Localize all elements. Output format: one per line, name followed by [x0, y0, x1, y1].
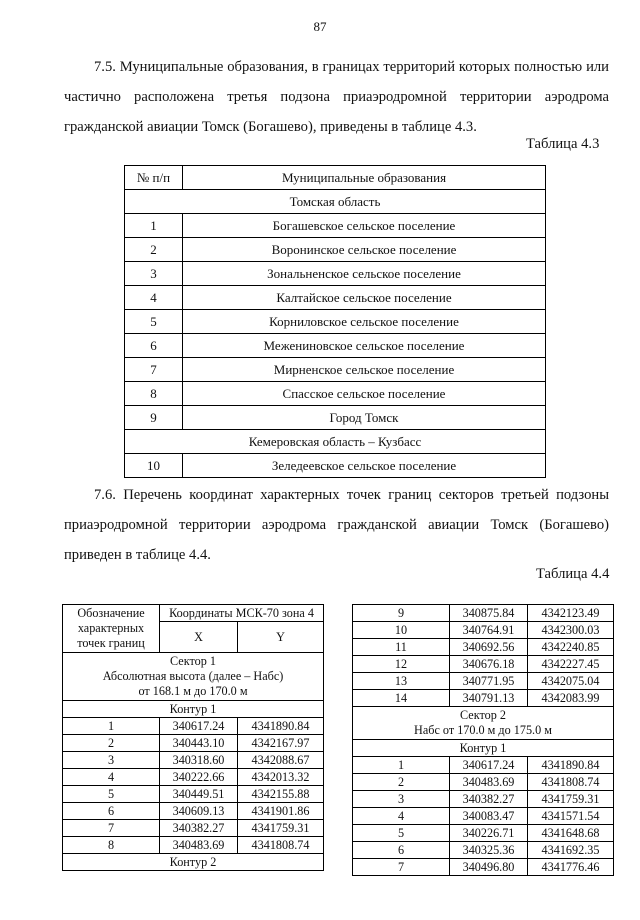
table-4-4-right: [352, 604, 614, 876]
sector-2-heading: [353, 707, 614, 740]
table-row: [63, 718, 324, 735]
coord-x: 340875.84: [450, 605, 528, 622]
point-number: 5: [353, 825, 450, 842]
contour-row: [63, 701, 324, 718]
table-row: [63, 752, 324, 769]
table-row: [125, 310, 546, 334]
table-row: [125, 334, 546, 358]
coord-y: 4342075.04: [528, 673, 614, 690]
coord-y: 4342167.97: [238, 735, 324, 752]
table-row: [125, 214, 546, 238]
coord-y: 4342123.49: [528, 605, 614, 622]
row-number: 2: [125, 238, 183, 262]
table-row: [125, 262, 546, 286]
table-row: [353, 673, 614, 690]
coord-y: 4341648.68: [528, 825, 614, 842]
table-row: [125, 238, 546, 262]
coord-x: 340791.13: [450, 690, 528, 707]
municipality-name: Мирненское сельское поселение: [183, 358, 546, 382]
municipality-name: Город Томск: [183, 406, 546, 430]
table-4-4-left: [62, 604, 324, 871]
coord-y: 4342083.99: [528, 690, 614, 707]
coord-y: 4342013.32: [238, 769, 324, 786]
coord-y: 4342155.88: [238, 786, 324, 803]
point-number: 10: [353, 622, 450, 639]
table-row: [353, 656, 614, 673]
coord-y: 4342227.45: [528, 656, 614, 673]
point-number: 7: [353, 859, 450, 876]
coord-y: 4341901.86: [238, 803, 324, 820]
point-number: 2: [63, 735, 160, 752]
point-number: 11: [353, 639, 450, 656]
point-number: 4: [63, 769, 160, 786]
sector-row: [353, 707, 614, 740]
point-number: 3: [353, 791, 450, 808]
table-row: [353, 842, 614, 859]
row-number: 8: [125, 382, 183, 406]
coord-y: 4341759.31: [528, 791, 614, 808]
coord-x: 340325.36: [450, 842, 528, 859]
table-row: [353, 825, 614, 842]
contour-2-label: Контур 2: [63, 854, 324, 871]
municipality-name: Калтайское сельское поселение: [183, 286, 546, 310]
row-number: 6: [125, 334, 183, 358]
coord-x: 340676.18: [450, 656, 528, 673]
table-header-row: [63, 605, 324, 622]
sector-1-heading: [63, 653, 324, 701]
table-row: [63, 769, 324, 786]
coord-y: 4342240.85: [528, 639, 614, 656]
table-row: [353, 690, 614, 707]
point-number: 9: [353, 605, 450, 622]
coord-x: 340382.27: [160, 820, 238, 837]
table-row: [125, 286, 546, 310]
coord-y: 4341890.84: [528, 757, 614, 774]
header-municipality: Муниципальные образования: [183, 166, 546, 190]
coord-x: 340318.60: [160, 752, 238, 769]
point-number: 1: [63, 718, 160, 735]
coord-x: 340771.95: [450, 673, 528, 690]
contour-1-label: Контур 1: [353, 740, 614, 757]
municipality-name: Спасское сельское поселение: [183, 382, 546, 406]
coord-y: 4341571.54: [528, 808, 614, 825]
contour-row: [353, 740, 614, 757]
table-row: [353, 808, 614, 825]
header-number: № п/п: [125, 166, 183, 190]
row-number: 5: [125, 310, 183, 334]
point-number: 4: [353, 808, 450, 825]
point-number: 5: [63, 786, 160, 803]
coord-x: 340617.24: [450, 757, 528, 774]
row-number: 10: [125, 454, 183, 478]
coord-y: 4341808.74: [238, 837, 324, 854]
table-row: [63, 820, 324, 837]
sector-1-height-label: Абсолютная высота (далее – Набс): [102, 669, 284, 683]
row-number: 7: [125, 358, 183, 382]
coord-y: 4342088.67: [238, 752, 324, 769]
coord-x: 340382.27: [450, 791, 528, 808]
table-row: [125, 406, 546, 430]
point-number: 7: [63, 820, 160, 837]
municipality-name: Межениновское сельское поселение: [183, 334, 546, 358]
municipality-name: Зеледеевское сельское поселение: [183, 454, 546, 478]
coord-x: 340449.51: [160, 786, 238, 803]
coord-x: 340083.47: [450, 808, 528, 825]
coord-y: 4341692.35: [528, 842, 614, 859]
coord-y: 4341890.84: [238, 718, 324, 735]
page-number: 87: [313, 19, 327, 34]
group-row: [125, 430, 546, 454]
paragraph-7-6: 7.6. Перечень координат характерных точек границ секторов третьей подзоны приаэродромной территории аэродрома гражданской авиации Томск (Богашево) приведен в таблице 4.4.: [64, 487, 609, 563]
header-x: X: [160, 622, 238, 653]
table-row: [125, 454, 546, 478]
table-row: [63, 735, 324, 752]
row-number: 4: [125, 286, 183, 310]
table-row: [353, 639, 614, 656]
table-row: [125, 358, 546, 382]
header-point-designation: Обозначение характерных точек границ: [63, 605, 160, 653]
table-4-3: [124, 165, 546, 478]
coord-x: 340483.69: [160, 837, 238, 854]
coord-y: 4341776.46: [528, 859, 614, 876]
header-y: Y: [238, 622, 324, 653]
coord-x: 340483.69: [450, 774, 528, 791]
table-4-3-caption: Таблица 4.3: [526, 136, 600, 152]
table-row: [125, 382, 546, 406]
group-tomsk-region: Томская область: [125, 190, 546, 214]
coord-x: 340692.56: [450, 639, 528, 656]
table-row: [353, 791, 614, 808]
table-row: [353, 757, 614, 774]
coord-x: 340443.10: [160, 735, 238, 752]
point-number: 12: [353, 656, 450, 673]
coord-x: 340609.13: [160, 803, 238, 820]
municipality-name: Корниловское сельское поселение: [183, 310, 546, 334]
table-header-row: [125, 166, 546, 190]
group-kemerovo-region: Кемеровская область – Кузбасс: [125, 430, 546, 454]
coord-y: 4341759.31: [238, 820, 324, 837]
point-number: 6: [353, 842, 450, 859]
coord-y: 4342300.03: [528, 622, 614, 639]
group-row: [125, 190, 546, 214]
point-number: 8: [63, 837, 160, 854]
municipality-name: Воронинское сельское поселение: [183, 238, 546, 262]
table-row: [353, 622, 614, 639]
coord-x: 340496.80: [450, 859, 528, 876]
row-number: 9: [125, 406, 183, 430]
point-number: 6: [63, 803, 160, 820]
table-4-4-caption: Таблица 4.4: [536, 566, 610, 582]
point-number: 14: [353, 690, 450, 707]
sector-2-title: Сектор 2: [460, 708, 506, 722]
sector-1-title: Сектор 1: [170, 654, 216, 668]
table-row: [353, 605, 614, 622]
contour-row: [63, 854, 324, 871]
contour-1-label: Контур 1: [63, 701, 324, 718]
coord-y: 4341808.74: [528, 774, 614, 791]
paragraph-7-5: 7.5. Муниципальные образования, в границах территорий которых полностью или частично расположена третья подзона приаэродромной территории аэродрома гражданской авиации Томск (Богашево), приведены в таблице 4.3.: [64, 59, 609, 135]
table-row: [63, 837, 324, 854]
point-number: 13: [353, 673, 450, 690]
table-row: [63, 786, 324, 803]
point-number: 1: [353, 757, 450, 774]
sector-row: [63, 653, 324, 701]
row-number: 3: [125, 262, 183, 286]
header-coordinates: Координаты МСК-70 зона 4: [160, 605, 324, 622]
coord-x: 340617.24: [160, 718, 238, 735]
sector-1-range: от 168.1 м до 170.0 м: [138, 684, 248, 698]
point-number: 3: [63, 752, 160, 769]
row-number: 1: [125, 214, 183, 238]
table-row: [353, 859, 614, 876]
coord-x: 340222.66: [160, 769, 238, 786]
municipality-name: Богашевское сельское поселение: [183, 214, 546, 238]
coord-x: 340764.91: [450, 622, 528, 639]
table-row: [353, 774, 614, 791]
sector-2-range: Набс от 170.0 м до 175.0 м: [414, 723, 552, 737]
municipality-name: Зональненское сельское поселение: [183, 262, 546, 286]
table-row: [63, 803, 324, 820]
point-number: 2: [353, 774, 450, 791]
coord-x: 340226.71: [450, 825, 528, 842]
